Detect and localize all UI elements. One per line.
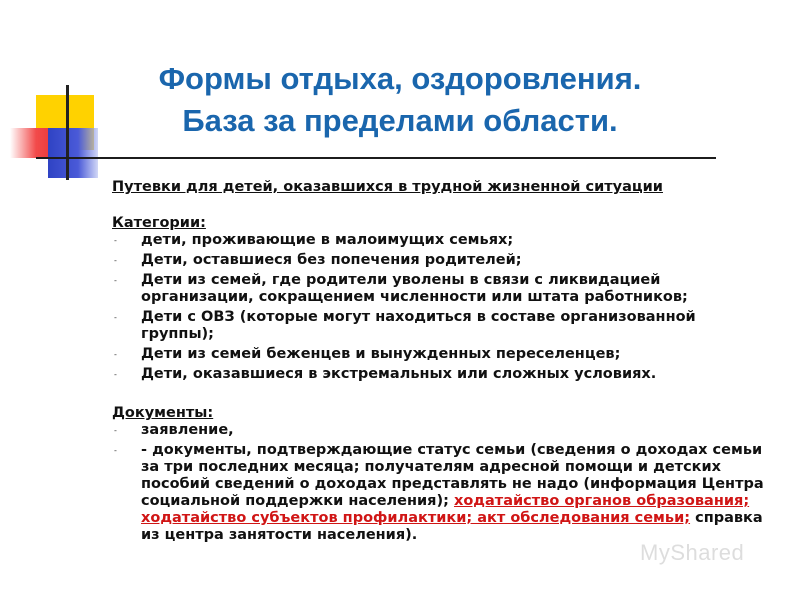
decor-blue-square (48, 128, 98, 178)
list-item: - дети, проживающие в малоимущих семьях; (114, 232, 514, 248)
petition-link[interactable]: ходатайство органов образования; ходатайство субъектов профилактики; акт обследования семьи; (141, 493, 750, 526)
list-item: - Дети, оставшиеся без попечения родителей; (114, 252, 522, 268)
decor-vertical-line (66, 85, 69, 180)
documents-heading: Документы: (112, 405, 214, 421)
list-item: - Дети из семей беженцев и вынужденных переселенцев; (114, 346, 621, 362)
slide-content (112, 179, 772, 547)
watermark: MyShared (640, 540, 745, 565)
list-item: - Дети, оказавшиеся в экстремальных или сложных условиях. (114, 366, 657, 382)
subtitle: Путевки для детей, оказавшихся в трудной жизненной ситуации (112, 179, 663, 195)
title-underline (36, 157, 716, 159)
title-line-2: База за пределами области. (182, 103, 618, 138)
categories-heading: Категории: (112, 215, 206, 231)
documents-list (112, 422, 772, 544)
list-item: - заявление, (114, 422, 234, 438)
categories-list (112, 232, 772, 383)
title-line-1: Формы отдыха, оздоровления. (158, 61, 642, 96)
list-item: - Дети из семей, где родители уволены в связи с ликвидацией организации, сокращением численности или штата работников; (114, 272, 688, 305)
slide-title (110, 58, 690, 142)
list-item: - - документы, подтверждающие статус семьи (сведения о доходах семьи за три последних месяца; получателям адресной помощи и детских пособий сведений о доходах представлять не надо (информация Центра социальной поддержки населения); ходатайство органов образования; ходатайство субъектов профилактики; акт обследования семьи; справка из центра занятости населения). (114, 442, 764, 543)
list-item: - Дети с ОВЗ (которые могут находиться в составе организованной группы); (114, 309, 696, 342)
